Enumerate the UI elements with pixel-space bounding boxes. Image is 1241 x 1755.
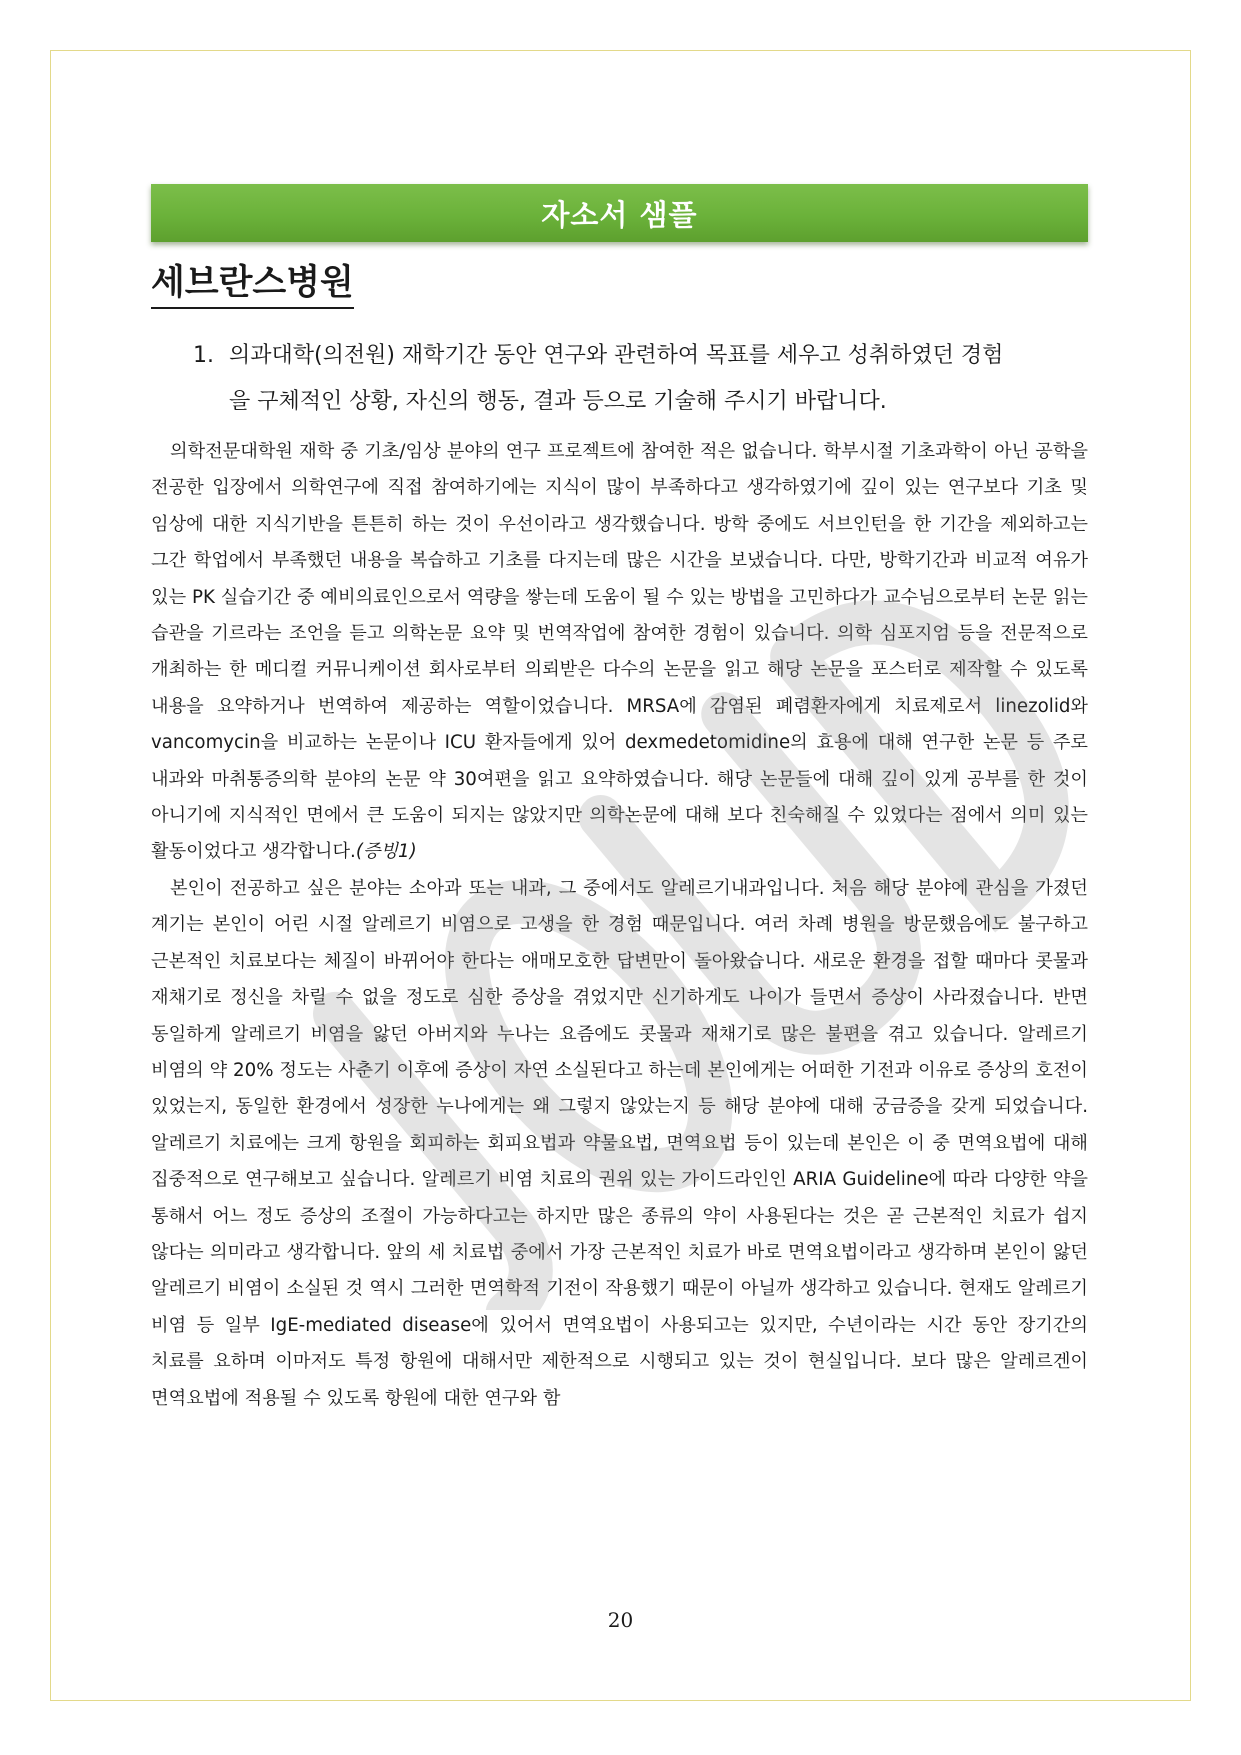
paragraph-1-text: 의학전문대학원 재학 중 기초/임상 분야의 연구 프로젝트에 참여한 적은 없습니다. 학부시절 기초과학이 아닌 공학을 전공한 입장에서 의학연구에 직접 참여하기에는 지식이 많이 부족하다고 생각하였기에 깊이 있는 연구보다 기초 및 임상에 대한 지식기반을 튼튼히 하는 것이 우선이라고 생각했습니다. 방학 중에도 서브인턴을 한 기간을 제외하고는 그간 학업에서 부족했던 내용을 복습하고 기초를 다지는데 많은 시간을 보냈습니다. 다만, 방학기간과 비교적 여유가 있는 PK 실습기간 중 예비의료인으로서 역량을 쌓는데 도움이 될 수 있는 방법을 고민하다가 교수님으로부터 논문 읽는 습관을 기르라는 조언을 듣고 의학논문 요약 및 번역작업에 참여한 경험이 있습니다. 의학 심포지엄 등을 전문적으로 개최하는 한 메디컬 커뮤니케이션 회사로부터 의뢰받은 다수의 논문을 읽고 해당 논문을 포스터로 제작할 수 있도록 내용을 요약하거나 번역하여 제공하는 역할이었습니다. MRSA에 감염된 폐렴환자에게 치료제로서 linezolid와 vancomycin을 비교하는 논문이나 ICU 환자들에게 있어 dexmedetomidine의 효용에 대해 연구한 논문 등 주로 내과와 마취통증의학 분야의 논문 약 30여편을 읽고 요약하였습니다. 해당 논문들에 대해 깊이 있게 공부를 한 것이 아니기에 지식적인 면에서 큰 도움이 되지는 않았지만 의학논문에 대해 보다 친숙해질 수 있었다는 점에서 의미 있는 활동이었다고 생각합니다.	[151, 441, 1088, 863]
question-line-1	[193, 333, 1088, 379]
paragraph-2-text: 본인이 전공하고 싶은 분야는 소아과 또는 내과, 그 중에서도 알레르기내과입니다. 처음 해당 분야에 관심을 가졌던 계기는 본인이 어린 시절 알레르기 비염으로 고생을 한 경험 때문입니다. 여러 차례 병원을 방문했음에도 불구하고 근본적인 치료보다는 체질이 바뀌어야 한다는 애매모호한 답변만이 돌아왔습니다. 새로운 환경을 접할 때마다 콧물과 재채기로 정신을 차릴 수 없을 정도로 심한 증상을 겪었지만 신기하게도 나이가 들면서 증상이 사라졌습니다. 반면 동일하게 알레르기 비염을 앓던 아버지와 누나는 요즘에도 콧물과 재채기로 많은 불편을 겪고 있습니다. 알레르기 비염의 약 20% 정도는 사춘기 이후에 증상이 자연 소실된다고 하는데 본인에게는 어떠한 기전과 이유로 증상의 호전이 있었는지, 동일한 환경에서 성장한 누나에게는 왜 그렇지 않았는지 등 해당 분야에 대해 궁금증을 갖게 되었습니다. 알레르기 치료에는 크게 항원을 회피하는 회피요법과 약물요법, 면역요법 등이 있는데 본인은 이 중 면역요법에 대해 집중적으로 연구해보고 싶습니다. 알레르기 비염 치료의 권위 있는 가이드라인인 ARIA Guideline에 따라 다양한 약을 통해서 어느 정도 증상의 조절이 가능하다고는 하지만 많은 종류의 약이 사용된다는 것은 곧 근본적인 치료가 쉽지 않다는 의미라고 생각합니다. 앞의 세 치료법 중에서 가장 근본적인 치료가 바로 면역요법이라고 생각하며 본인이 앓던 알레르기 비염이 소실된 것 역시 그러한 면역학적 기전이 작용했기 때문이 아닐까 생각하고 있습니다. 현재도 알레르기 비염 등 일부 IgE-mediated disease에 있어서 면역요법이 사용되고는 있지만, 수년이라는 시간 동안 장기간의 치료를 요하며 이마저도 특정 항원에 대해서만 제한적으로 시행되고 있는 것이 현실입니다. 보다 많은 알레르겐이 면역요법에 적용될 수 있도록 항원에 대한 연구와 함	[151, 877, 1088, 1409]
answer-body	[151, 434, 1088, 1417]
evidence-citation: (증빙1)	[355, 841, 417, 863]
banner-title: 자소서 샘플	[541, 197, 698, 232]
question-block	[193, 333, 1088, 425]
section-banner	[151, 184, 1088, 242]
question-line-2: 을 구체적인 상황, 자신의 행동, 결과 등으로 기술해 주시기 바랍니다.	[229, 389, 887, 414]
question-number: 1.	[193, 343, 214, 368]
paragraph-1	[151, 434, 1088, 871]
paragraph-2	[151, 871, 1088, 1417]
hospital-heading: 세브란스병원	[151, 262, 354, 309]
page-number: 20	[607, 1608, 634, 1632]
question-text-1: 의과대학(의전원) 재학기간 동안 연구와 관련하여 목표를 세우고 성취하였던 경험	[229, 343, 1004, 368]
